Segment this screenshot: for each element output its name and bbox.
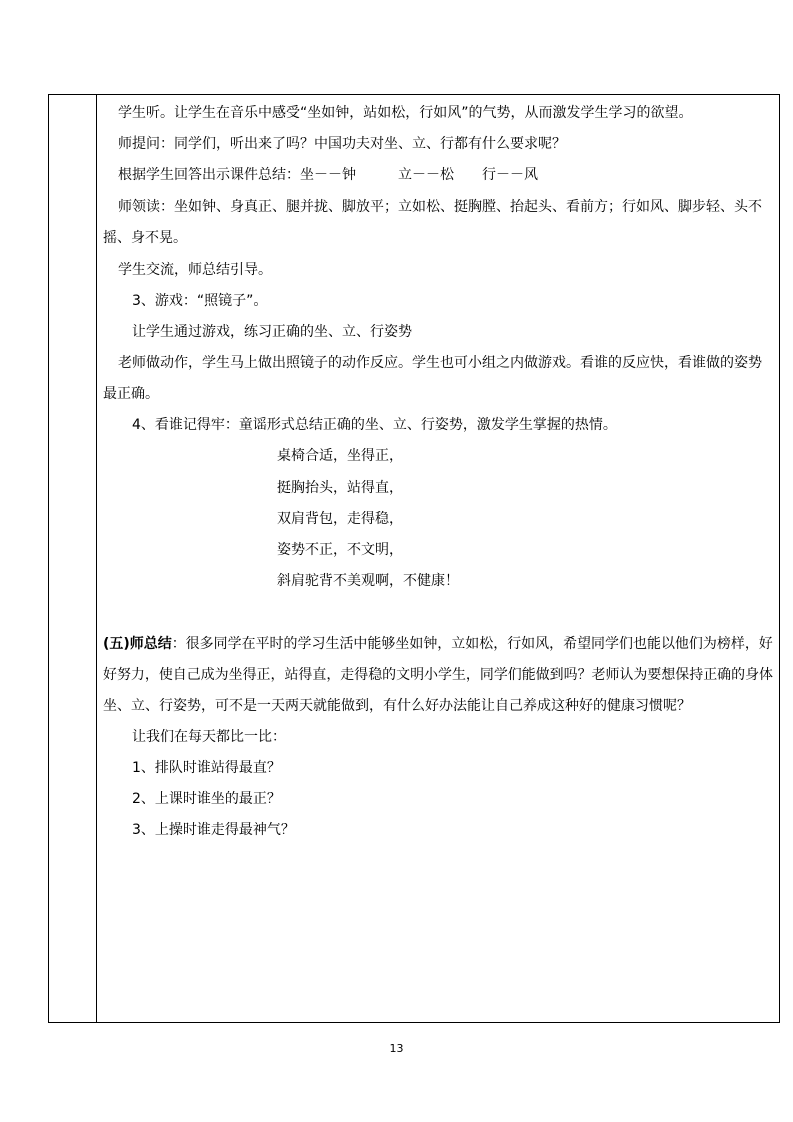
page-number: 13 bbox=[389, 1042, 404, 1055]
paragraph-teacher-reading-line1: 师领读：坐如钟、身真正、腿并拢、脚放平；立如松、挺胸膛、抬起头、看前方；行如风、脚步轻、头不 bbox=[118, 199, 762, 215]
summary-heading: (五)师总结 bbox=[103, 636, 172, 652]
summary-line1 bbox=[103, 636, 773, 652]
paragraph-mirror-line2: 最正确。 bbox=[103, 386, 159, 402]
compare-intro: 让我们在每天都比一比： bbox=[132, 729, 286, 745]
paragraph-student-exchange: 学生交流，师总结引导。 bbox=[118, 262, 272, 278]
table-left-column bbox=[49, 95, 97, 1022]
compare-item: 2、上课时谁坐的最正？ bbox=[132, 791, 281, 807]
paragraph-game-title: 3、游戏：“照镜子”。 bbox=[132, 293, 268, 309]
summary-line3: 坐、立、行姿势，可不是一天两天就能做到，有什么好办法能让自己养成这种好的健康习惯呢？ bbox=[103, 698, 691, 714]
rhyme-line: 双肩背包，走得稳， bbox=[277, 511, 403, 527]
paragraph-game-practice: 让学生通过游戏，练习正确的坐、立、行姿势 bbox=[132, 324, 412, 340]
summary-line1-text: ：很多同学在平时的学习生活中能够坐如钟，立如松，行如风，希望同学们也能以他们为榜样，好 bbox=[171, 636, 773, 652]
paragraph-teacher-reading-line2: 摇、身不晃。 bbox=[103, 230, 187, 246]
paragraph-mirror-line1: 老师做动作，学生马上做出照镜子的动作反应。学生也可小组之内做游戏。看谁的反应快，看谁做的姿势 bbox=[118, 355, 762, 371]
paragraph-summary-courseware: 根据学生回答出示课件总结：坐－－钟 立－－松 行－－风 bbox=[118, 167, 538, 183]
compare-item: 1、排队时谁站得最直？ bbox=[132, 760, 281, 776]
paragraph-memory-title: 4、看谁记得牢：童谣形式总结正确的坐、立、行姿势，激发学生掌握的热情。 bbox=[132, 417, 617, 433]
rhyme-line: 桌椅合适，坐得正， bbox=[277, 448, 403, 464]
paragraph-students-listen: 学生听。让学生在音乐中感受“坐如钟，站如松，行如风”的气势，从而激发学生学习的欲望。 bbox=[118, 105, 693, 121]
compare-item: 3、上操时谁走得最神气？ bbox=[132, 822, 295, 838]
rhyme-line: 挺胸抬头，站得直， bbox=[277, 480, 403, 496]
summary-line2: 好努力，使自己成为坐得正，站得直，走得稳的文明小学生，同学们能做到吗？老师认为要想保持正确的身体 bbox=[103, 667, 773, 683]
paragraph-teacher-question: 师提问：同学们，听出来了吗？中国功夫对坐、立、行都有什么要求呢？ bbox=[118, 136, 566, 152]
rhyme-line: 斜肩驼背不美观啊，不健康！ bbox=[277, 573, 459, 589]
rhyme-line: 姿势不正，不文明， bbox=[277, 542, 403, 558]
